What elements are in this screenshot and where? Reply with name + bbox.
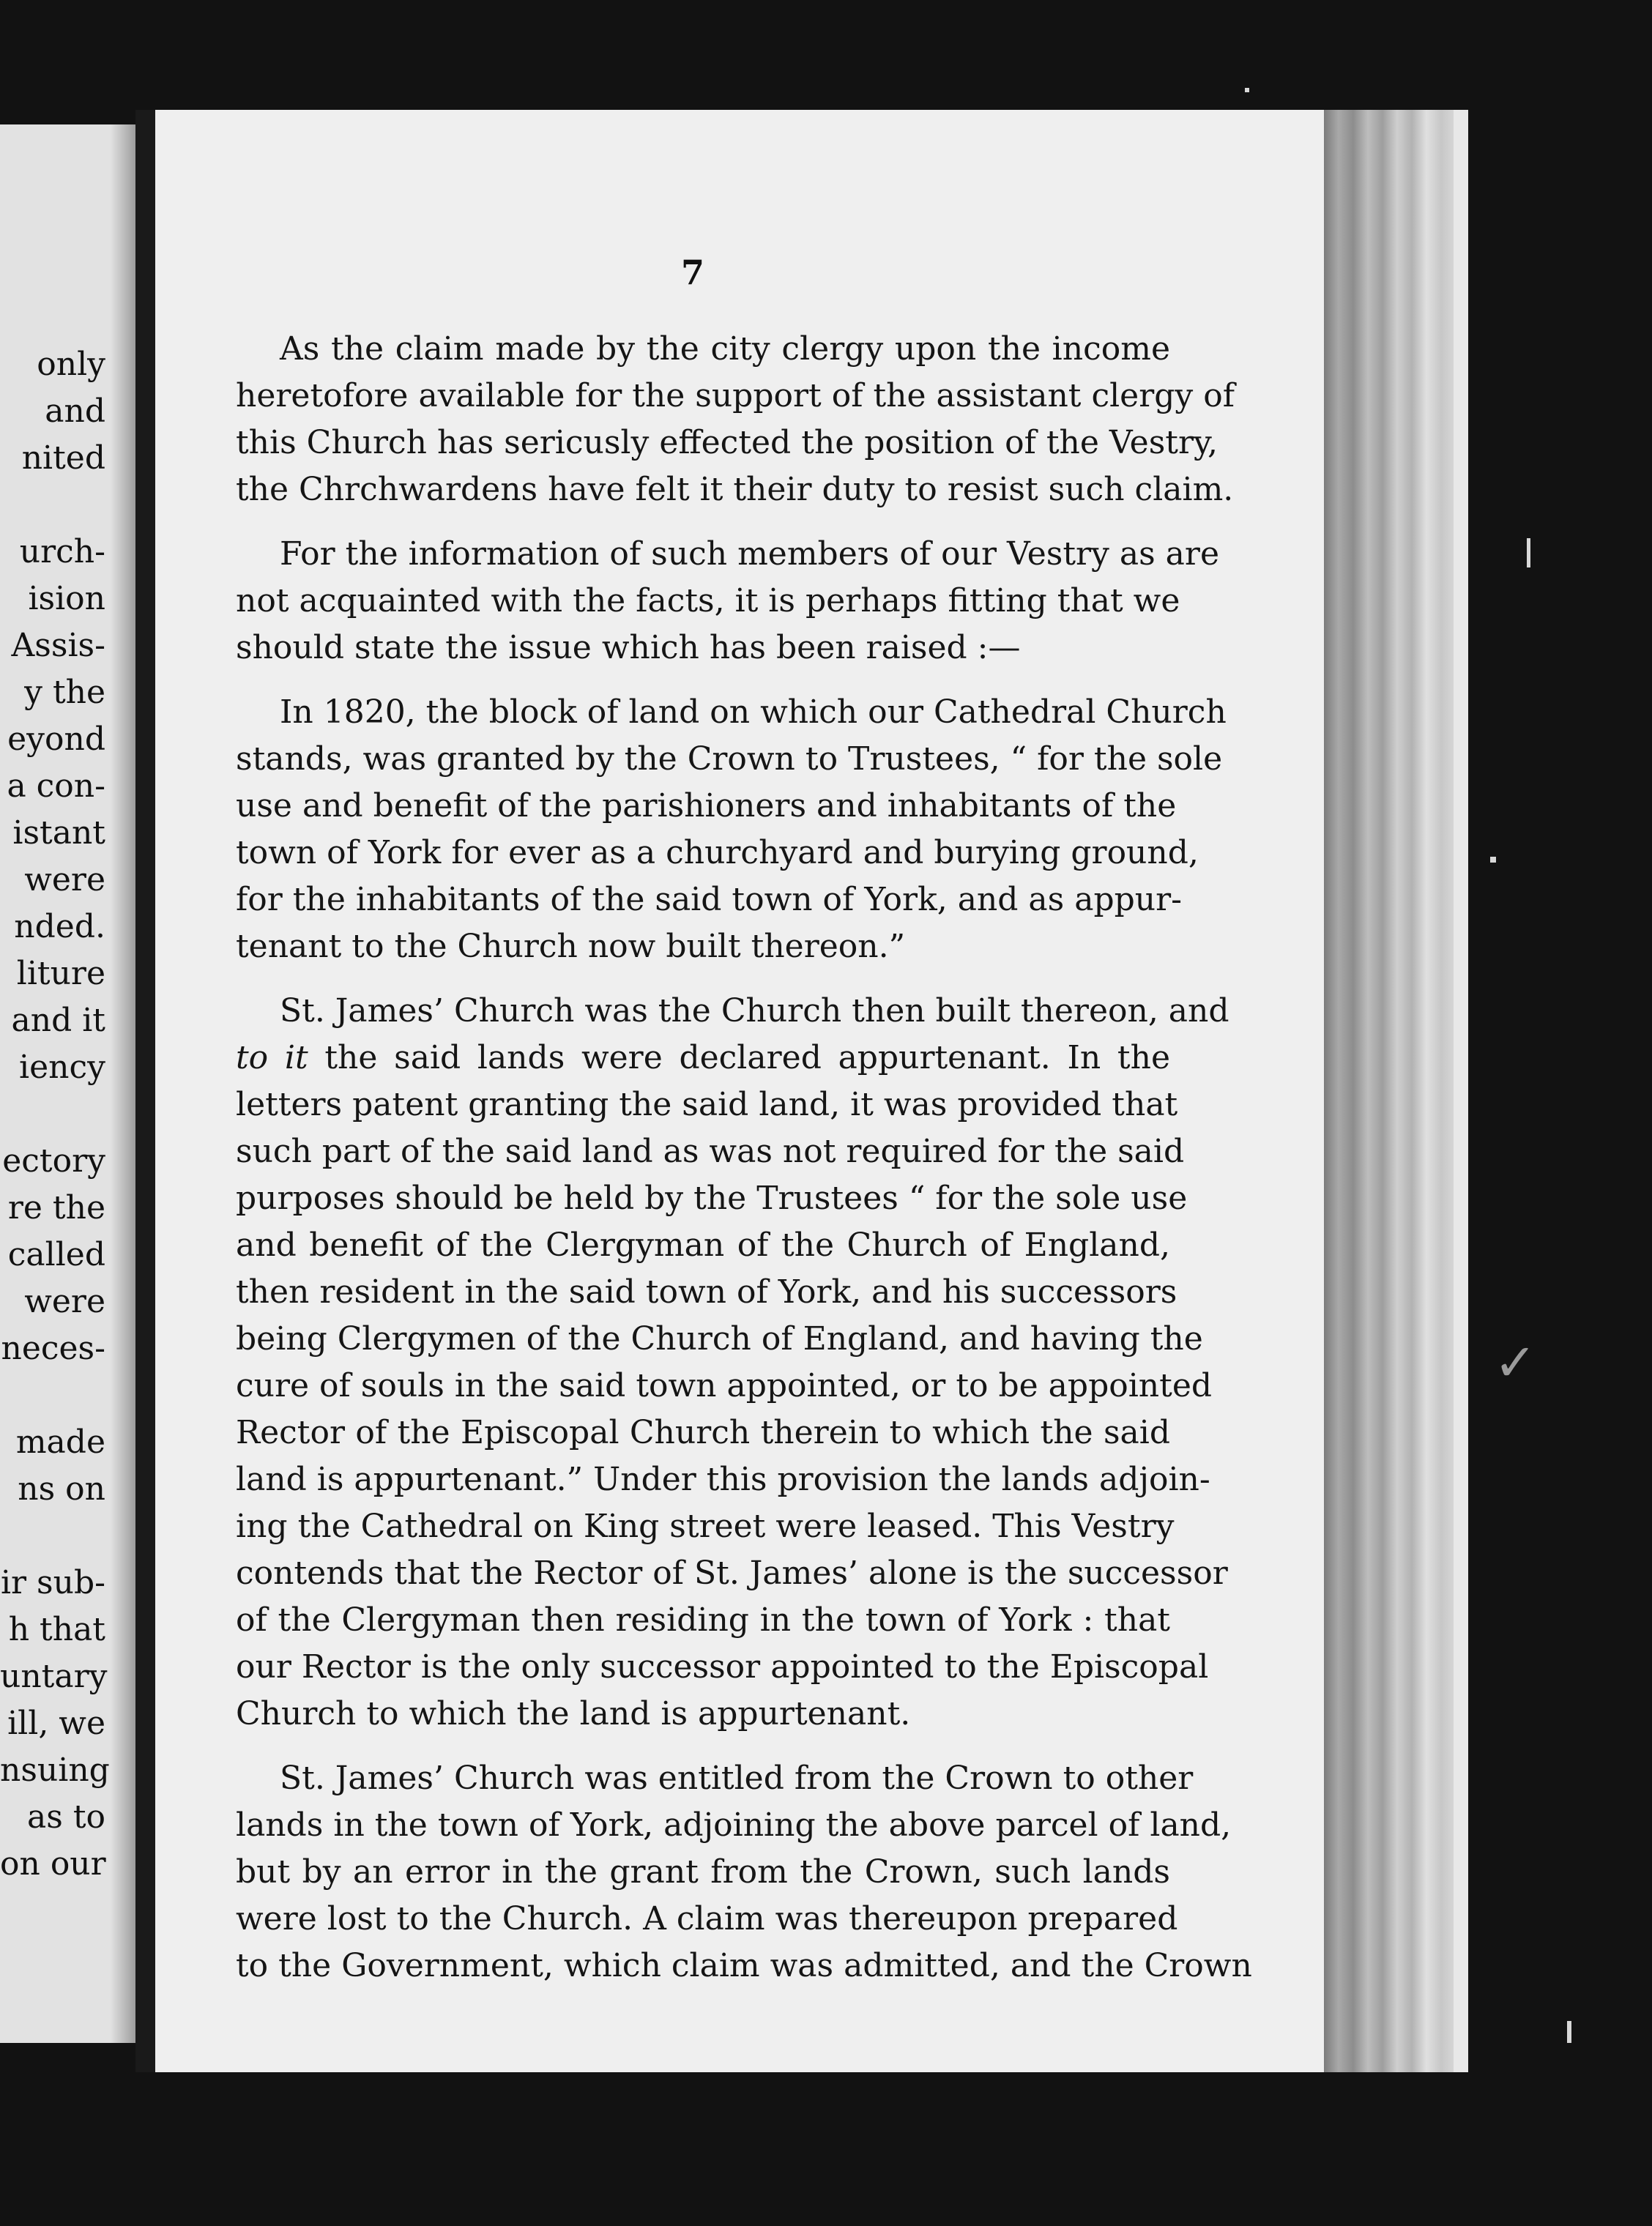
text-line: not acquainted with the facts, it is perhaps fitting that we <box>236 582 1180 619</box>
text-line: to the Government, which claim was admitted, and the Crown <box>236 1947 1252 1984</box>
text-line: of the Clergyman then residing in the town of York : that <box>236 1601 1170 1639</box>
left-page-text <box>0 341 110 1888</box>
left-page-line: and <box>45 392 105 430</box>
left-page-gap <box>0 482 105 529</box>
left-page-line: urch- <box>19 533 105 570</box>
paragraph <box>236 1755 1252 1989</box>
back-cover-edge <box>1454 110 1468 2072</box>
text-line: town of York for ever as a churchyard and burying ground, <box>236 834 1199 871</box>
text-line: Rector of the Episcopal Church therein to which the said <box>236 1414 1170 1451</box>
left-page-line: ir sub- <box>0 1564 105 1601</box>
page-edges <box>1324 110 1456 2072</box>
left-page-line: y the <box>24 674 105 711</box>
left-page-line: liture <box>16 955 105 992</box>
left-page-gap <box>0 1372 105 1419</box>
text-line: the Chrchwardens have felt it their duty to resist such claim. <box>236 471 1234 508</box>
text-line: our Rector is the only successor appointed to the Episcopal <box>236 1648 1209 1686</box>
left-page <box>0 124 139 2043</box>
left-page-line: a con- <box>7 767 105 805</box>
text-line: use and benefit of the parishioners and inhabitants of the <box>236 787 1177 824</box>
left-page-line: eyond <box>7 721 105 758</box>
left-page-line: istant <box>12 814 105 852</box>
left-page-line: as to <box>27 1798 105 1836</box>
text-line: for the inhabitants of the said town of York, and as appur- <box>236 881 1183 918</box>
text-line: letters patent granting the said land, it was provided that <box>236 1086 1178 1123</box>
left-page-line: Assis- <box>11 627 105 664</box>
left-page-line: were <box>24 1283 105 1320</box>
left-page-line: made <box>15 1423 105 1461</box>
text-line: As the claim made by the city clergy upon the income <box>280 330 1170 368</box>
text-line: cure of souls in the said town appointed, or to be appointed <box>236 1367 1213 1404</box>
paragraph <box>236 531 1219 671</box>
page-number: 7 <box>681 253 705 292</box>
text-line: and benefit of the Clergyman of the Church of England, <box>236 1226 1170 1264</box>
text-line: stands, was granted by the Crown to Trustees, “ for the sole <box>236 740 1223 778</box>
paragraph <box>236 988 1229 1738</box>
body-text <box>236 326 1252 1989</box>
text-line: lands in the town of York, adjoining the above parcel of land, <box>236 1806 1232 1844</box>
left-page-line: ns on <box>18 1470 105 1508</box>
left-page-line: nded. <box>14 908 105 945</box>
text-line: being Clergymen of the Church of England, and having the <box>236 1320 1203 1358</box>
left-page-line: h that <box>8 1611 105 1648</box>
left-page-line: ill, we <box>7 1705 105 1742</box>
text-line: ing the Cathedral on King street were leased. This Vestry <box>236 1508 1175 1545</box>
text-line: Church to which the land is appurtenant. <box>236 1695 911 1732</box>
left-page-line: re the <box>7 1189 105 1226</box>
text-line: then resident in the said town of York, and his successors <box>236 1273 1177 1311</box>
text-line: should state the issue which has been raised :— <box>236 629 1021 666</box>
dust-speck <box>1245 88 1249 92</box>
checkmark-mark: ✓ <box>1494 1333 1537 1393</box>
left-page-line: and it <box>11 1002 105 1039</box>
dust-speck <box>1567 2021 1571 2043</box>
text-line: this Church has sericusly effected the position of the Vestry, <box>236 424 1218 461</box>
text-line: but by an error in the grant from the Crown, such lands <box>236 1853 1170 1891</box>
dust-speck <box>1527 538 1530 567</box>
text-line: land is appurtenant.” Under this provision the lands adjoin- <box>236 1461 1210 1498</box>
book-gutter <box>135 110 157 2072</box>
left-page-line: ision <box>28 580 105 617</box>
left-page-line: nited <box>21 439 105 477</box>
text-line: tenant to the Church now built thereon.” <box>236 928 906 965</box>
left-page-line: neces- <box>1 1330 105 1367</box>
left-page-line: on our <box>0 1845 106 1883</box>
text-line: heretofore available for the support of the assistant clergy of <box>236 377 1235 414</box>
left-page-line: iency <box>19 1049 105 1086</box>
text-line: such part of the said land as was not required for the said <box>236 1133 1185 1170</box>
left-page-line: untary <box>0 1658 108 1695</box>
left-page-line: nsuing <box>0 1752 110 1789</box>
left-page-line: were <box>24 861 105 898</box>
text-line: St. James’ Church was the Church then built thereon, and <box>280 992 1229 1030</box>
left-page-line: only <box>37 346 105 383</box>
text-line: to it the said lands were declared appurtenant. In the <box>236 1039 1170 1076</box>
left-page-gap <box>0 1513 105 1560</box>
text-line: contends that the Rector of St. James’ alone is the successor <box>236 1555 1228 1592</box>
paragraph <box>236 326 1235 513</box>
text-line: St. James’ Church was entitled from the Crown to other <box>280 1760 1194 1797</box>
left-page-gap <box>0 1091 105 1138</box>
text-line: purposes should be held by the Trustees “ for the sole use <box>236 1180 1188 1217</box>
dust-speck <box>1490 857 1496 863</box>
left-page-gutter-shadow <box>110 124 139 2043</box>
text-line: In 1820, the block of land on which our Cathedral Church <box>280 693 1227 731</box>
text-line: For the information of such members of our Vestry as are <box>280 535 1219 573</box>
paragraph <box>236 689 1227 970</box>
left-page-line: ectory <box>2 1142 105 1180</box>
left-page-line: called <box>7 1236 105 1273</box>
text-line: were lost to the Church. A claim was thereupon prepared <box>236 1900 1178 1937</box>
